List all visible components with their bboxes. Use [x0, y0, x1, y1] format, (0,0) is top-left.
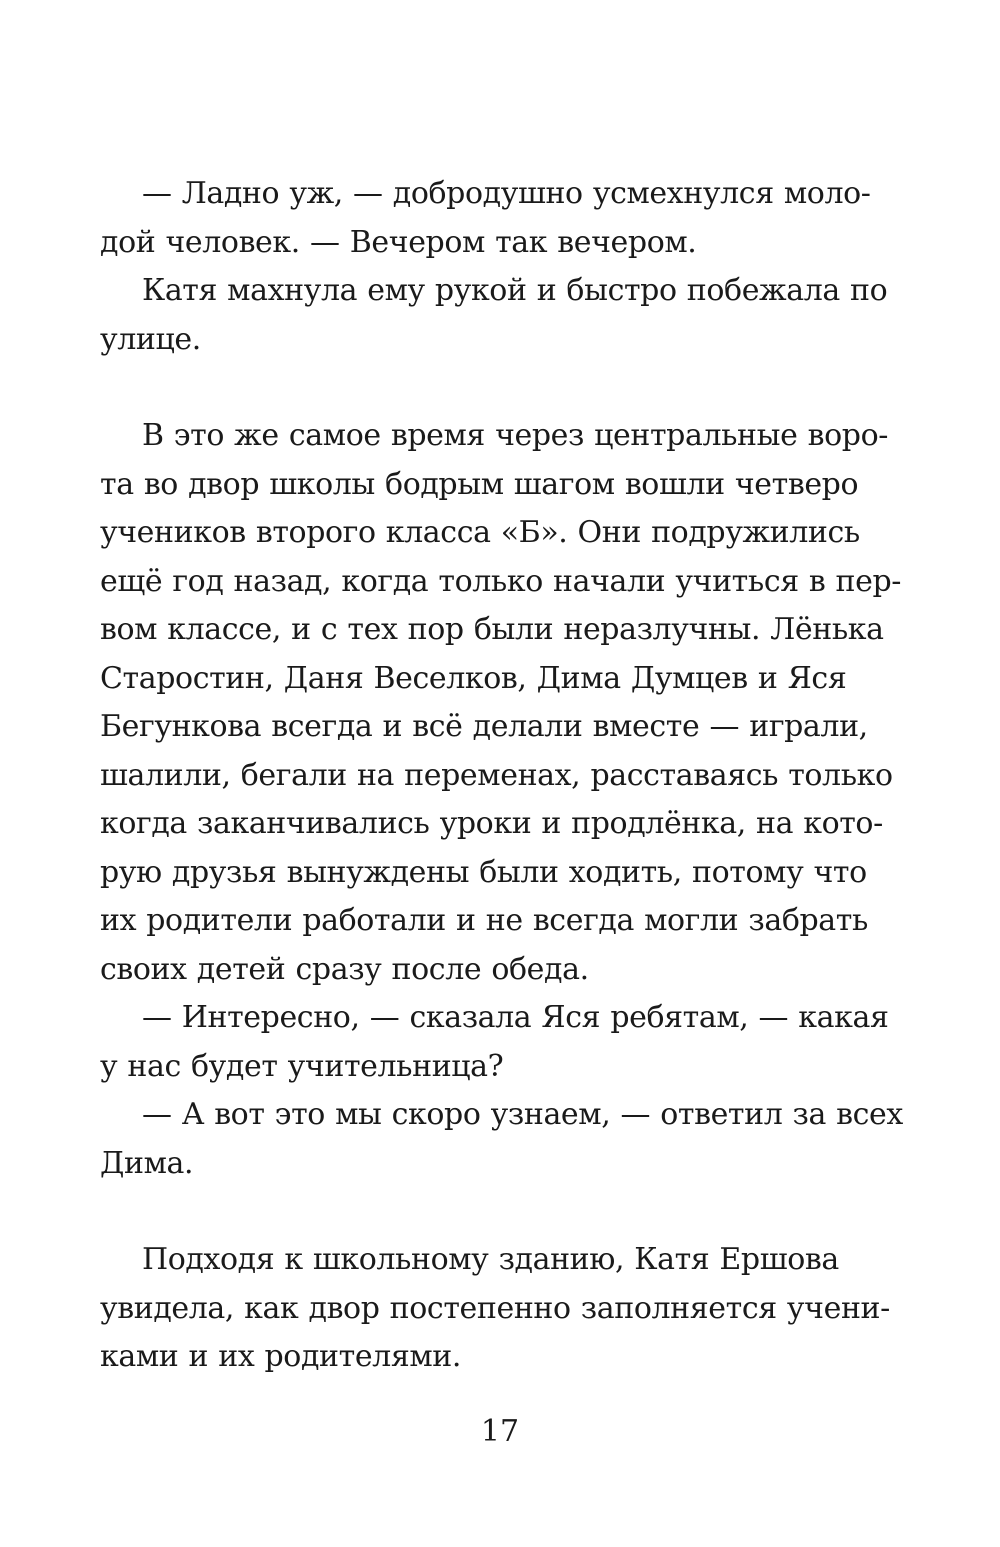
text-line: улице. — [100, 321, 201, 357]
section-break — [100, 364, 835, 412]
text-line: Дима. — [100, 1145, 194, 1181]
text-line: Старостин, Даня Веселков, Дима Думцев и Яся — [100, 660, 847, 696]
text-line: — Интересно, — сказала Яся ребятам, — какая — [142, 1000, 889, 1035]
paragraph-dialogue-yasya — [100, 994, 889, 1091]
text-line: увидела, как двор постепенно заполняется учени- — [100, 1290, 890, 1326]
paragraph-dialogue-dima — [100, 1091, 903, 1188]
text-line: когда заканчивались уроки и продлёнка, на кото- — [100, 806, 883, 841]
text-line: Подходя к школьному зданию, Катя Ершова — [142, 1242, 839, 1277]
paragraph-school-yard — [100, 1236, 890, 1382]
page-number: 17 — [480, 1414, 520, 1449]
section-break — [100, 1188, 835, 1236]
text-line: — А вот это мы скоро узнаем, — ответил за всех — [142, 1097, 903, 1132]
text-line: вом классе, и с тех пор были неразлучны. Лёнька — [100, 612, 884, 647]
text-line: Катя махнула ему рукой и быстро побежала по — [142, 273, 888, 308]
paragraph-dialogue-1 — [100, 170, 871, 267]
text-line: та во двор школы бодрым шагом вошли четверо — [100, 466, 859, 502]
text-line: у нас будет учительница? — [100, 1048, 504, 1084]
text-line: В это же самое время через центральные воро- — [142, 418, 888, 453]
text-line: учеников второго класса «Б». Они подружились — [100, 515, 860, 550]
paragraph-katya-waves — [100, 267, 888, 364]
text-line: дой человек. — Вечером так вечером. — [100, 224, 697, 260]
text-line: ещё год назад, когда только начали учиться в пер- — [100, 563, 901, 599]
text-line: Бегункова всегда и всё делали вместе — играли, — [100, 709, 868, 744]
text-line: — Ладно уж, — добродушно усмехнулся моло- — [142, 176, 871, 211]
paragraph-four-friends — [100, 412, 901, 994]
book-page-text — [100, 170, 903, 1382]
text-line: рую друзья вынуждены были ходить, потому что — [100, 854, 867, 890]
text-line: своих детей сразу после обеда. — [100, 951, 589, 987]
text-line: шалили, бегали на переменах, расставаясь только — [100, 757, 893, 793]
text-line: их родители работали и не всегда могли забрать — [100, 903, 868, 938]
text-line: ками и их родителями. — [100, 1339, 462, 1374]
